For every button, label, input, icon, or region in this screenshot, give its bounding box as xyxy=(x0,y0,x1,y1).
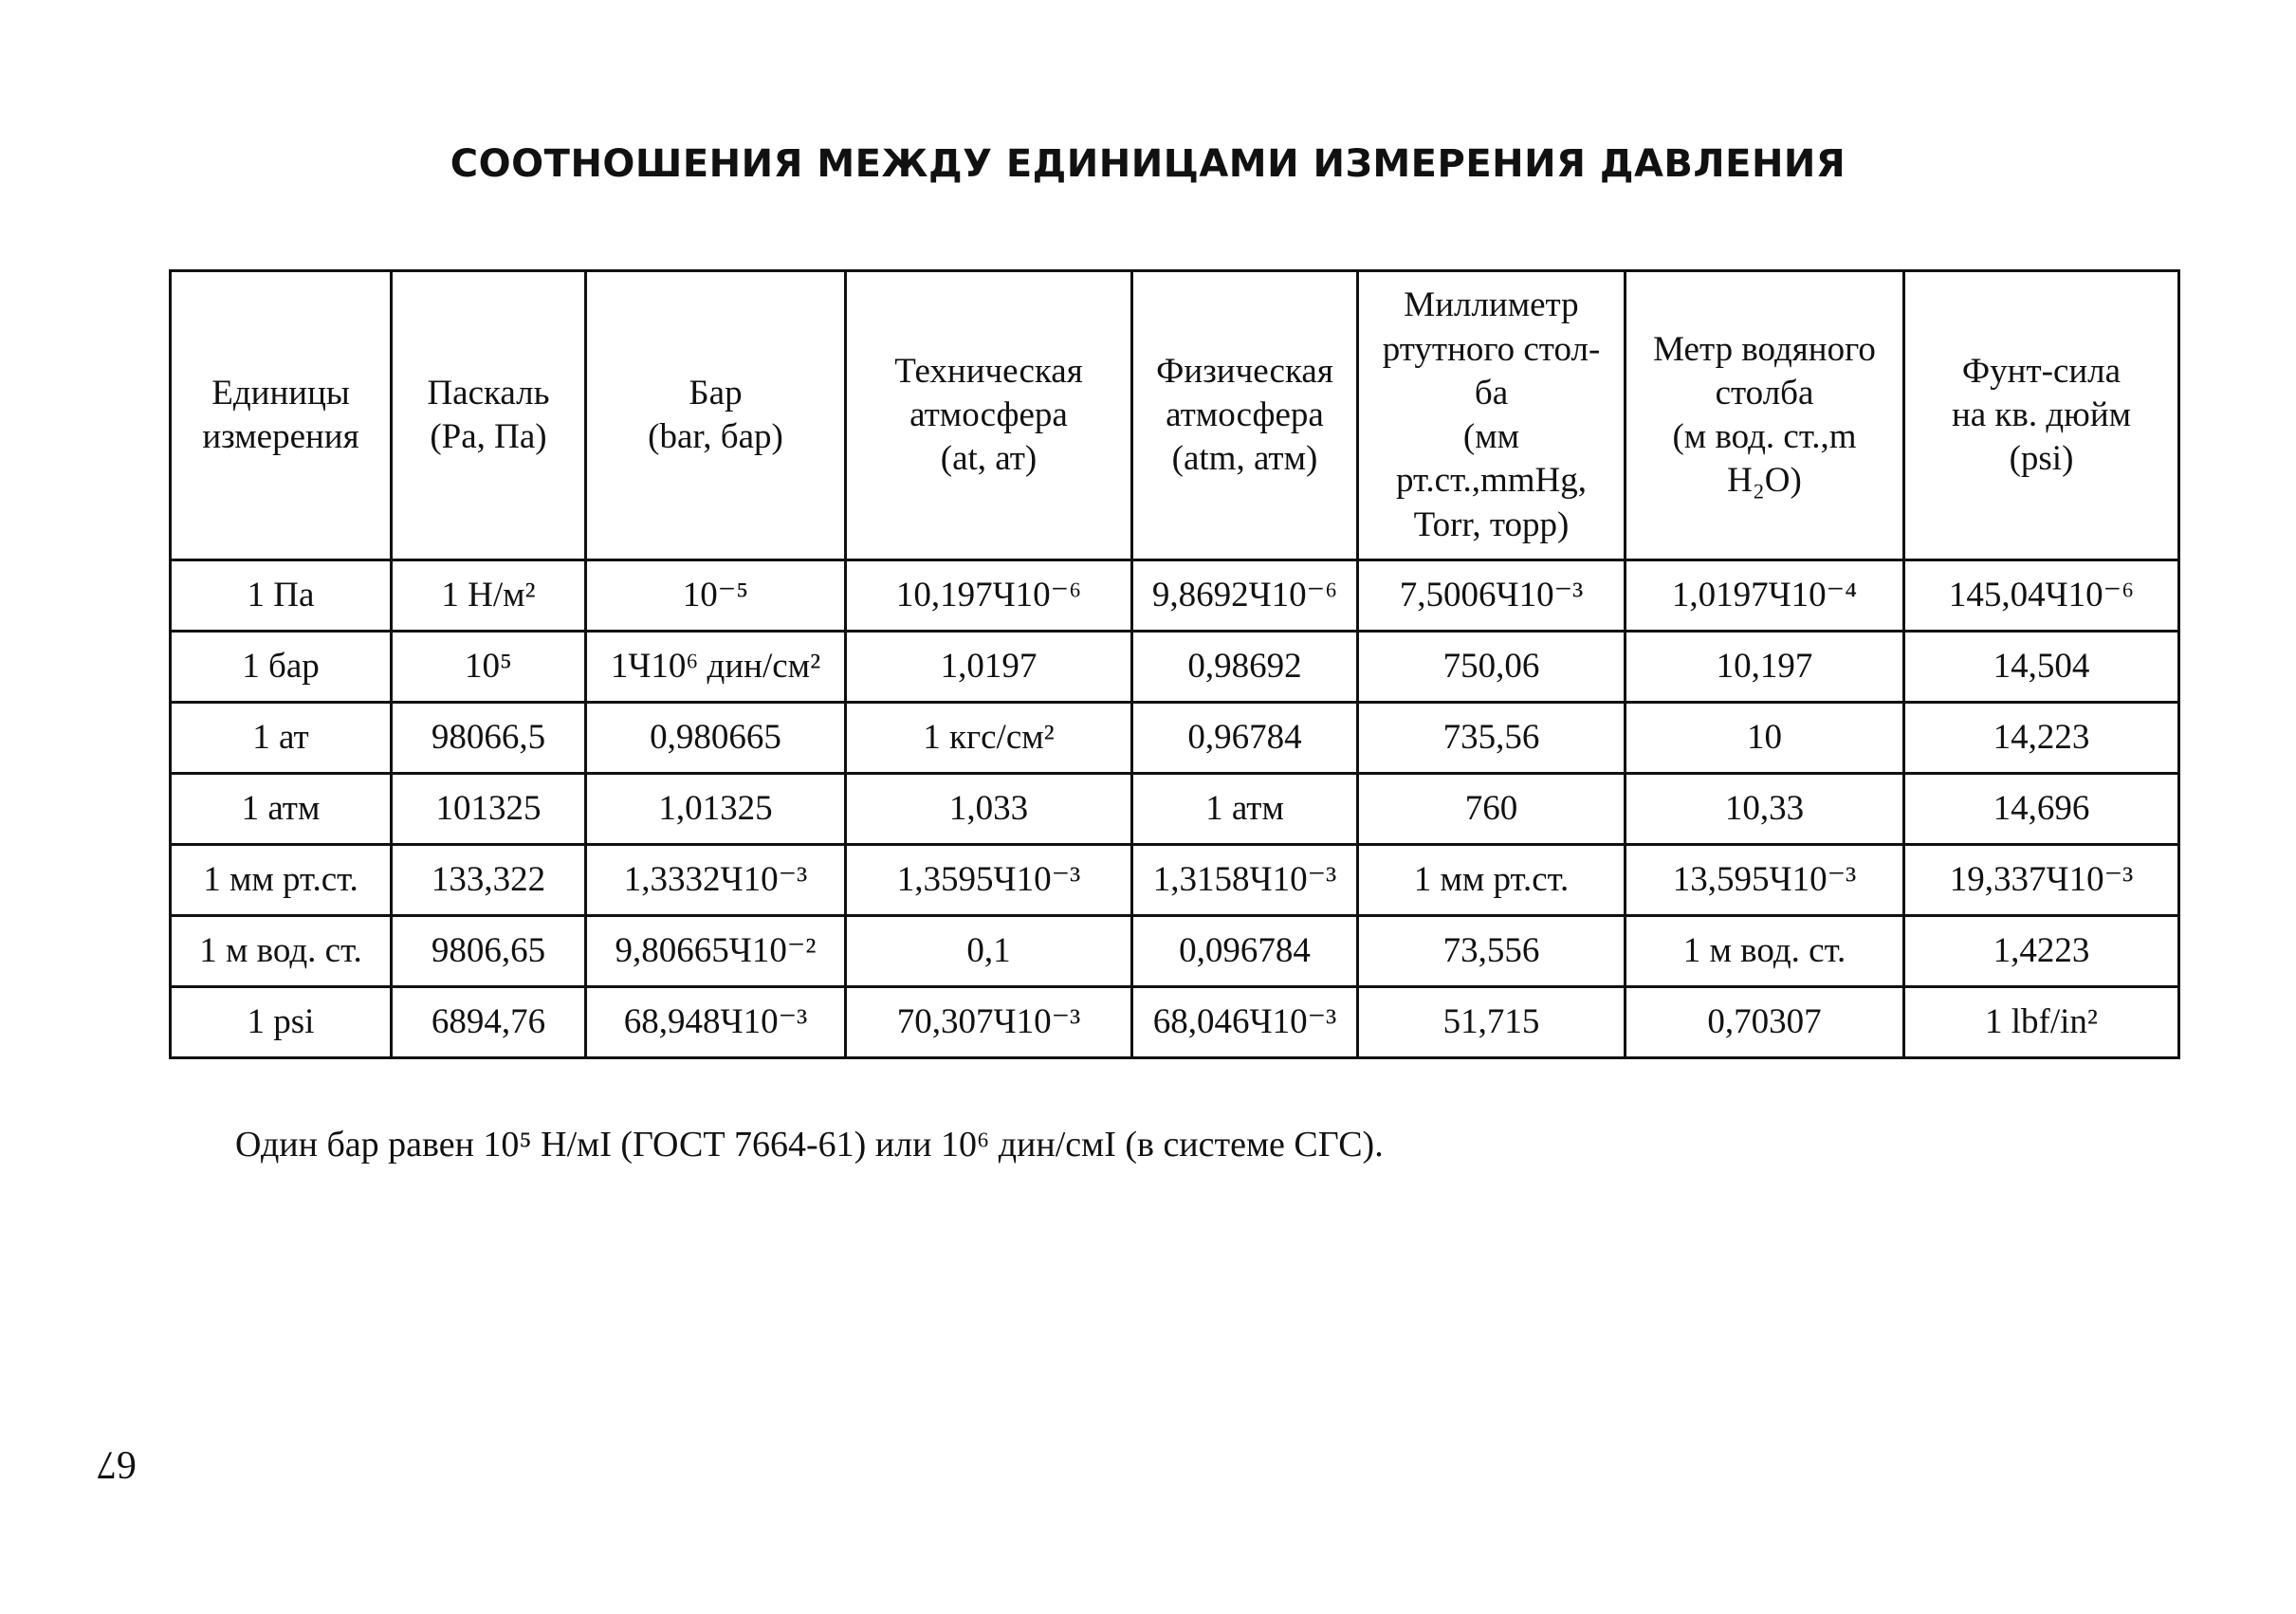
table-cell: 1 кгс/см² xyxy=(846,703,1132,774)
table-cell: 14,504 xyxy=(1904,632,2179,703)
table-cell: 0,980665 xyxy=(586,703,846,774)
table-cell: 51,715 xyxy=(1358,987,1626,1058)
column-header-line: (bar, бар) xyxy=(648,417,783,456)
table-cell: 1 м вод. ст. xyxy=(1626,916,1904,987)
row-unit-label: 1 атм xyxy=(171,774,392,845)
column-header-line: (psi) xyxy=(2009,439,2074,479)
table-cell: 0,70307 xyxy=(1626,987,1904,1058)
table-cell: 1 атм xyxy=(1132,774,1358,845)
column-header-line: (at, ат) xyxy=(940,439,1038,479)
table-cell: 9806,65 xyxy=(392,916,586,987)
column-header-line: Паскаль xyxy=(427,373,550,413)
table-cell: 9,80665Ч10⁻² xyxy=(586,916,846,987)
table-cell: 1 lbf/in² xyxy=(1904,987,2179,1058)
column-header-line: атмосфера xyxy=(909,394,1068,434)
table-cell: 73,556 xyxy=(1358,916,1626,987)
column-header-line: Техническая xyxy=(894,351,1083,391)
table-cell: 10,197 xyxy=(1626,632,1904,703)
table-cell: 19,337Ч10⁻³ xyxy=(1904,845,2179,916)
table-cell: 735,56 xyxy=(1358,703,1626,774)
column-header-line: рт.ст.,mmHg, xyxy=(1396,461,1587,501)
table-cell: 1,0197Ч10⁻⁴ xyxy=(1626,560,1904,632)
table-row xyxy=(171,774,2179,845)
table-cell: 10 xyxy=(1626,703,1904,774)
column-header xyxy=(846,271,1132,560)
table-cell: 68,046Ч10⁻³ xyxy=(1132,987,1358,1058)
table-cell: 1,01325 xyxy=(586,774,846,845)
table-cell: 0,98692 xyxy=(1132,632,1358,703)
column-header-line: на кв. дюйм xyxy=(1951,394,2132,434)
table-cell: 14,696 xyxy=(1904,774,2179,845)
table-header-row xyxy=(171,271,2179,560)
column-header xyxy=(171,271,392,560)
table-cell: 133,322 xyxy=(392,845,586,916)
table-row xyxy=(171,845,2179,916)
table-cell: 70,307Ч10⁻³ xyxy=(846,987,1132,1058)
table-cell: 1Ч10⁶ дин/см² xyxy=(586,632,846,703)
column-header-line: Бар xyxy=(689,373,743,413)
table-body xyxy=(171,560,2179,1058)
column-header-line: ба xyxy=(1474,373,1509,413)
column-header-line: (м вод. ст.,m xyxy=(1672,417,1857,456)
table-cell: 1,0197 xyxy=(846,632,1132,703)
row-unit-label: 1 ат xyxy=(171,703,392,774)
table-cell: 0,096784 xyxy=(1132,916,1358,987)
table-cell: 1,4223 xyxy=(1904,916,2179,987)
table-cell: 145,04Ч10⁻⁶ xyxy=(1904,560,2179,632)
row-unit-label: 1 Па xyxy=(171,560,392,632)
column-header xyxy=(1626,271,1904,560)
column-header xyxy=(586,271,846,560)
table-cell: 101325 xyxy=(392,774,586,845)
column-header xyxy=(1904,271,2179,560)
table-row xyxy=(171,916,2179,987)
table-cell: 0,96784 xyxy=(1132,703,1358,774)
table-cell: 1,3158Ч10⁻³ xyxy=(1132,845,1358,916)
table-cell: 1,3332Ч10⁻³ xyxy=(586,845,846,916)
row-unit-label: 1 мм рт.ст. xyxy=(171,845,392,916)
table-cell: 760 xyxy=(1358,774,1626,845)
table-row xyxy=(171,987,2179,1058)
column-header-line: Физическая xyxy=(1156,351,1333,391)
table-cell: 10,197Ч10⁻⁶ xyxy=(846,560,1132,632)
table-cell: 98066,5 xyxy=(392,703,586,774)
column-header-line: H₂O) xyxy=(1727,461,1802,501)
column-header-line: Torr, торр) xyxy=(1413,504,1570,544)
table-cell: 750,06 xyxy=(1358,632,1626,703)
row-unit-label: 1 м вод. ст. xyxy=(171,916,392,987)
column-header-line: (мм xyxy=(1462,417,1520,456)
column-header-line: Фунт-сила xyxy=(1961,351,2122,391)
table-cell: 0,1 xyxy=(846,916,1132,987)
table-row xyxy=(171,560,2179,632)
page-number: 67 xyxy=(97,1442,137,1486)
column-header-line: (atm, атм) xyxy=(1171,439,1318,479)
footnote: Один бар равен 10⁵ Н/мI (ГОСТ 7664-61) или 10⁶ дин/смI (в системе СГС). xyxy=(235,1125,1384,1165)
column-header xyxy=(1132,271,1358,560)
column-header-line: Метр водяного xyxy=(1653,329,1876,369)
table-row xyxy=(171,703,2179,774)
pressure-units-table xyxy=(169,269,2180,1059)
table-cell: 1 Н/м² xyxy=(392,560,586,632)
table-cell: 10⁻⁵ xyxy=(586,560,846,632)
column-header-line: атмосфера xyxy=(1166,394,1324,434)
table-cell: 6894,76 xyxy=(392,987,586,1058)
table-cell: 10,33 xyxy=(1626,774,1904,845)
table-cell: 1,033 xyxy=(846,774,1132,845)
table-cell: 14,223 xyxy=(1904,703,2179,774)
column-header-line: столба xyxy=(1715,373,1814,413)
column-header xyxy=(1358,271,1626,560)
column-header-line: измерения xyxy=(202,417,359,456)
column-header-line: Единицы xyxy=(211,373,350,413)
table-cell: 13,595Ч10⁻³ xyxy=(1626,845,1904,916)
table-cell: 7,5006Ч10⁻³ xyxy=(1358,560,1626,632)
page-title: СООТНОШЕНИЯ МЕЖДУ ЕДИНИЦАМИ ИЗМЕРЕНИЯ ДАВЛЕНИЯ xyxy=(450,142,1846,186)
table-cell: 9,8692Ч10⁻⁶ xyxy=(1132,560,1358,632)
column-header xyxy=(392,271,586,560)
row-unit-label: 1 psi xyxy=(171,987,392,1058)
table-cell: 1,3595Ч10⁻³ xyxy=(846,845,1132,916)
column-header-line: Миллиметр xyxy=(1404,285,1579,325)
column-header-line: ртутного стол- xyxy=(1382,329,1601,369)
table-row xyxy=(171,632,2179,703)
column-header-line: (Pa, Па) xyxy=(430,417,547,456)
table-cell: 10⁵ xyxy=(392,632,586,703)
table-cell: 68,948Ч10⁻³ xyxy=(586,987,846,1058)
row-unit-label: 1 бар xyxy=(171,632,392,703)
table-cell: 1 мм рт.ст. xyxy=(1358,845,1626,916)
